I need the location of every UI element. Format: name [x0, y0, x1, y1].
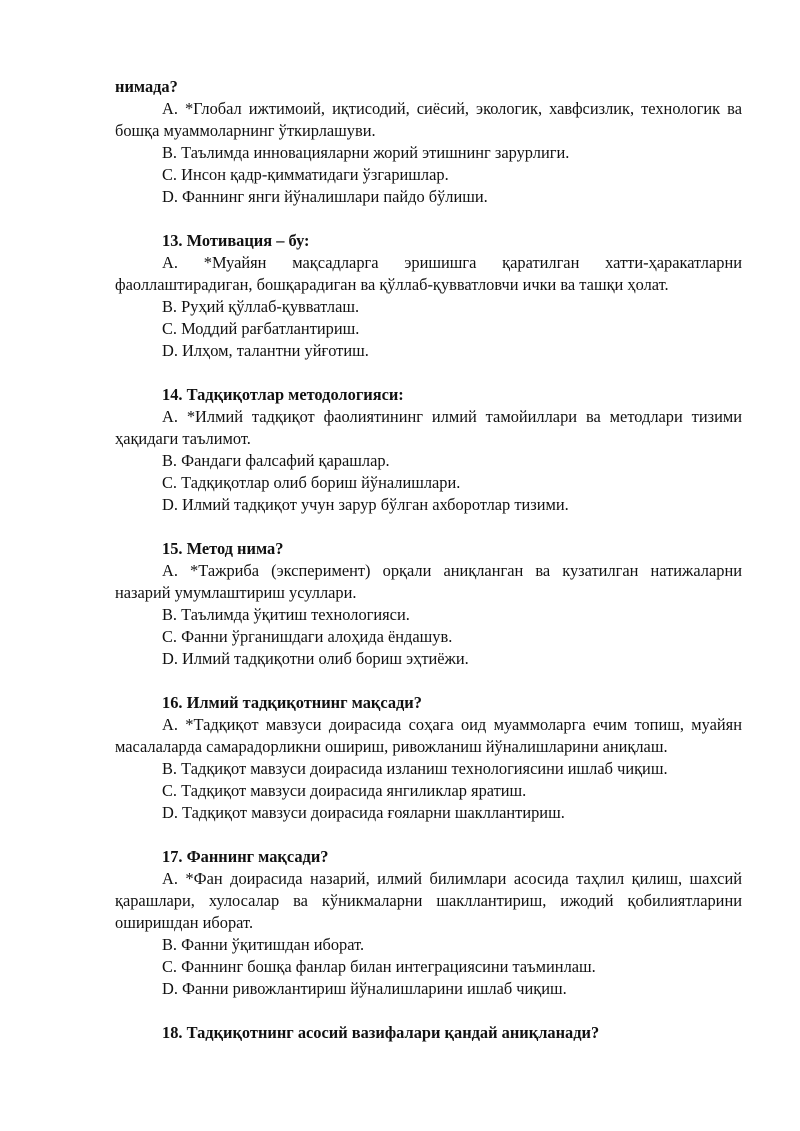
document-page: [115, 76, 742, 1044]
question-12-option-a: A. *Глобал ижтимоий, иқтисодий, сиёсий, экологик, хавфсизлик, технологик ва бошқа муаммоларнинг ўткирлашуви.: [115, 99, 742, 140]
question-18-title: 18. Тадқиқотнинг асосий вазифалари қандай аниқланади?: [162, 1023, 600, 1042]
question-14-option-a: A. *Илмий тадқиқот фаолиятининг илмий тамойиллари ва методлари тизими ҳақидаги таълимот.: [115, 407, 742, 448]
spacer: [115, 670, 742, 692]
question-16-option-b: B. Тадқиқот мавзуси доирасида изланиш технологиясини ишлаб чиқиш.: [162, 759, 668, 778]
question-12-option-c: C. Инсон қадр-қимматидаги ўзгаришлар.: [162, 165, 449, 184]
question-13-option-b: B. Руҳий қўллаб-қувватлаш.: [162, 297, 360, 316]
spacer: [115, 1000, 742, 1022]
spacer: [115, 824, 742, 846]
question-17-title: 17. Фаннинг мақсади?: [162, 847, 329, 866]
question-17-option-d: D. Фанни ривожлантириш йўналишларини ишлаб чиқиш.: [162, 979, 567, 998]
question-15-option-d: D. Илмий тадқиқотни олиб бориш эҳтиёжи.: [162, 649, 469, 668]
question-14-option-b: B. Фандаги фалсафий қарашлар.: [162, 451, 390, 470]
question-16-option-c: C. Тадқиқот мавзуси доирасида янгиликлар яратиш.: [162, 781, 527, 800]
spacer: [115, 208, 742, 230]
question-12-option-b: B. Таълимда инновацияларни жорий этишнинг зарурлиги.: [162, 143, 570, 162]
question-12-title: нимада?: [115, 77, 178, 96]
question-13-title: 13. Мотивация – бу:: [162, 231, 310, 250]
question-13-option-d: D. Илҳом, талантни уйғотиш.: [162, 341, 369, 360]
question-14-title: 14. Тадқиқотлар методологияси:: [162, 385, 404, 404]
question-17-option-a: A. *Фан доирасида назарий, илмий билимлари асосида таҳлил қилиш, шахсий қарашлари, хулосалар ва кўникмаларни шакллантириш, ижодий қобилиятларини оширишдан иборат.: [115, 869, 742, 932]
question-17-option-b: B. Фанни ўқитишдан иборат.: [162, 935, 365, 954]
question-15-title: 15. Метод нима?: [162, 539, 284, 558]
question-13-option-c: C. Моддий рағбатлантириш.: [162, 319, 360, 338]
spacer: [115, 516, 742, 538]
question-12-option-d: D. Фаннинг янги йўналишлари пайдо бўлиши.: [162, 187, 488, 206]
spacer: [115, 362, 742, 384]
question-14-option-c: C. Тадқиқотлар олиб бориш йўналишлари.: [162, 473, 461, 492]
question-15-option-c: C. Фанни ўрганишдаги алоҳида ёндашув.: [162, 627, 453, 646]
question-14-option-d: D. Илмий тадқиқот учун зарур бўлган ахборотлар тизими.: [162, 495, 569, 514]
question-16-title: 16. Илмий тадқиқотнинг мақсади?: [162, 693, 422, 712]
question-13-option-a: A. *Муайян мақсадларга эришишга қаратилган хатти-ҳаракатларни фаоллаштирадиган, бошқарадиган ва қўллаб-қувватловчи ички ва ташқи ҳолат.: [115, 253, 742, 294]
question-16-option-d: D. Тадқиқот мавзуси доирасида ғояларни шакллантириш.: [162, 803, 565, 822]
question-17-option-c: C. Фаннинг бошқа фанлар билан интеграциясини таъминлаш.: [162, 957, 596, 976]
question-15-option-b: B. Таълимда ўқитиш технологияси.: [162, 605, 410, 624]
question-16-option-a: A. *Тадқиқот мавзуси доирасида соҳага оид муаммоларга ечим топиш, муайян масалаларда самарадорликни ошириш, ривожланиш йўналишларини аниқлаш.: [115, 715, 742, 756]
question-15-option-a: A. *Тажриба (эксперимент) орқали аниқланган ва кузатилган натижаларни назарий умумлаштириш усуллари.: [115, 561, 742, 602]
